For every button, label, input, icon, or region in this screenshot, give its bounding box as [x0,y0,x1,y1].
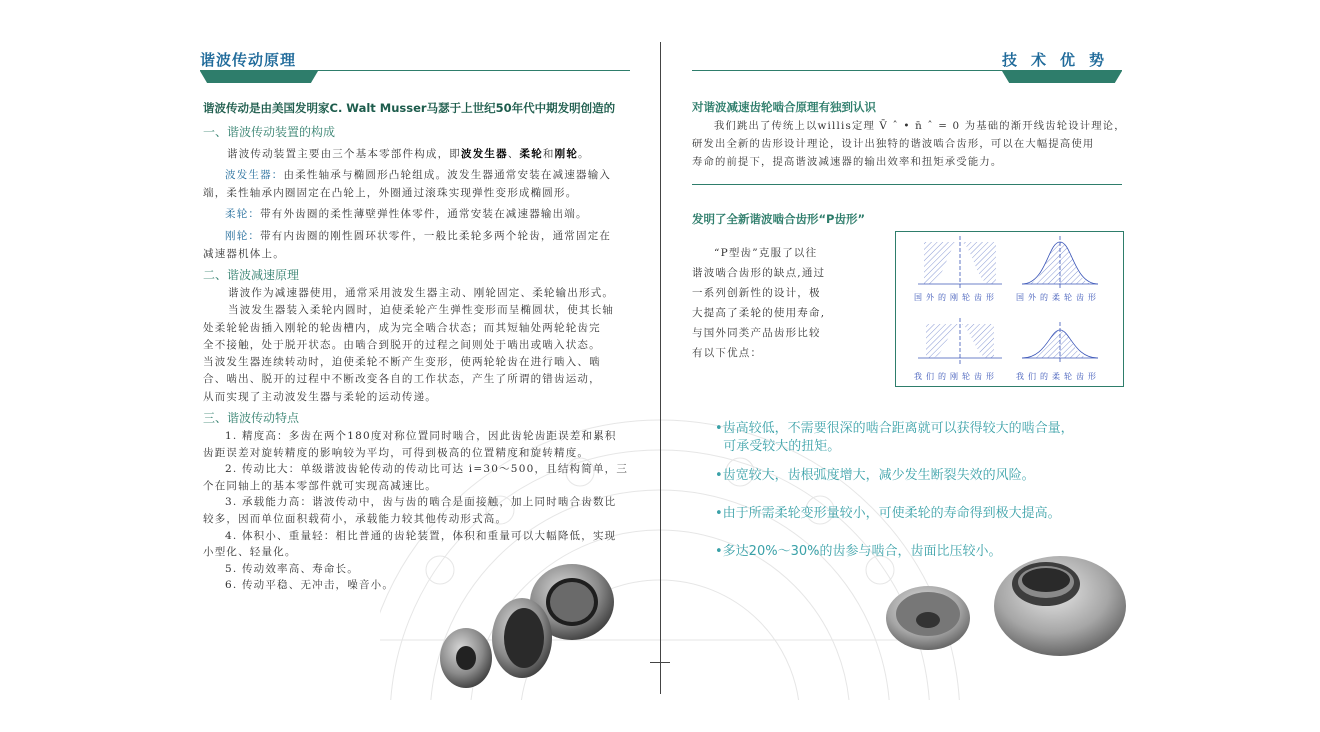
tooth-profile-diagram [895,231,1124,387]
s2-line: 当波发生器连续转动时，迫使柔轮不断产生变形，使两轮轮齿在进行啮入、啮 [203,356,601,369]
advantage-bullet: •齿高较低，不需要很深的啮合距离就可以获得较大的啮合量， [715,421,1074,436]
rigid-label: 刚轮： [225,230,261,242]
s2-line: 从而实现了主动波发生器与柔轮的运动传递。 [203,390,437,403]
s3-line: 1. 精度高：多齿在两个180度对称位置同时啮合，因此齿轮齿距误差和累积 [225,430,617,442]
center-divider [660,42,661,694]
wave-l2: 端，柔性轴承内圈固定在凸轮上，外圈通过滚珠实现弹性变形成椭圆形。 [203,187,578,199]
left-header-title: 谐波传动原理 [200,51,297,69]
our-rigid-profile [918,318,1002,364]
flex-text: 带有外齿圈的柔性薄壁弹性体零件，通常安装在减速器输出端。 [260,208,588,220]
s1-flex [225,205,588,223]
diagram-label: 国外的刚轮齿形 [914,293,998,302]
right-p2-line: 谐波啮合齿形的缺点,通过 [692,267,826,279]
s3-line: 齿距误差对旋转精度的影响较为平均，可得到极高的位置精度和旋转精度。 [203,446,590,459]
advantage-bullet: 可承受较大的扭矩。 [715,439,841,454]
rigid-l2: 减速器机体上。 [203,248,285,260]
s1-p1-sep1: 、 [507,148,520,160]
s1-p1-b3: 刚轮 [554,148,579,160]
s2-body [203,285,633,406]
s1-p1-end: 。 [578,148,590,160]
s3-line: 2. 传动比大：单级谐波齿轮传动的传动比可达 i=30～500，且结构简单，三 [225,463,629,476]
our-flex-profile [1022,322,1098,364]
tooth-profile-svg [896,232,1123,386]
right-p2-line: 与国外同类产品齿形比较 [692,327,821,339]
s3-line: 4. 体积小、重量轻：相比普通的齿轮装置，体积和重量可以大幅降低，实现 [225,529,617,542]
right-p1-line: 研发出全新的齿形设计理论，设计出独特的谐波啮合齿形，可以在大幅提高使用 [692,138,1095,150]
diagram-label: 国外的柔轮齿形 [1016,293,1100,302]
right-h1: 对谐波减速齿轮啮合原理有独到认识 [692,100,876,114]
right-p2-line: “P型齿”克服了以往 [714,247,818,259]
right-p2-line: 大提高了柔轮的使用寿命, [692,307,826,319]
foreign-flex-profile [1022,236,1098,290]
right-p2 [692,243,852,363]
right-p1 [692,117,1132,171]
s1-p1-pre: 谐波传动装置主要由三个基本零部件构成，即 [227,148,461,160]
s2-line: 当波发生器装入柔轮内圆时，迫使柔轮产生弹性变形而呈椭圆状，使其长轴 [228,304,615,317]
flexspline-product-image [880,548,1130,658]
s2-line: 合、啮出、脱开的过程中不断改变各自的工作状态，产生了所谓的错齿运动， [203,373,601,386]
wave-l1: 由柔性轴承与椭圆形凸轮组成。波发生器通常安装在减速器输入 [283,169,612,181]
right-p2-line: 一系列创新性的设计，极 [692,287,821,299]
left-intro: 谐波传动是由美国发明家C. Walt Musser马瑟于上世纪50年代中期发明创造的 [203,101,616,115]
fold-mark [650,662,670,663]
s3-line: 个在同轴上的基本零部件就可实现高减速比。 [203,479,437,492]
s1-rigid [203,227,633,263]
s2-line: 处柔轮轮齿插入刚轮的轮齿槽内，成为完全啮合状态；而其短轴处两轮轮齿完 [203,321,601,334]
s1-p1-b2: 柔轮 [519,148,543,160]
right-header-title: 技术优势 [1002,51,1119,69]
left-header-tab [200,71,318,83]
wave-label: 波发生器： [225,169,284,181]
s2-title: 二、谐波减速原理 [203,268,300,282]
advantage-bullet: •由于所需柔轮变形量较小，可使柔轮的寿命得到极大提高。 [715,506,1061,521]
s2-line: 全不接触，处于脱开状态。由啮合到脱开的过程之间则处于啮出或啮入状态。 [203,338,601,351]
s1-p1-sep2: 和 [542,148,555,160]
s1-title: 一、谐波传动装置的构成 [203,125,336,139]
s2-line: 谐波作为减速器使用，通常采用波发生器主动、刚轮固定、柔轮输出形式。 [228,287,615,299]
right-header-tab [1002,71,1122,83]
foreign-rigid-profile [918,236,1002,290]
s1-wave [203,166,633,202]
s3-line: 5. 传动效率高、寿命长。 [225,562,359,575]
diagram-label: 我们的刚轮齿形 [914,372,998,381]
advantage-bullet: •齿宽较大，齿根弧度增大，减少发生断裂失效的风险。 [715,468,1035,483]
flex-label: 柔轮： [225,208,261,220]
left-header-rule [200,70,630,71]
s3-line: 6. 传动平稳、无冲击，噪音小。 [225,579,395,592]
s3-line: 较多，因而单位面积载荷小，承载能力较其他传动形式高。 [203,512,508,525]
rigid-l1: 带有内齿圈的刚性圆环状零件，一般比柔轮多两个轮齿，通常固定在 [260,230,612,242]
s3-line: 小型化、轻量化。 [203,546,297,559]
right-p1-line: 寿命的前提下，提高谐波减速器的输出效率和扭矩承受能力。 [692,156,1003,168]
s3-line: 3. 承载能力高：谐波传动中，齿与齿的啮合是面接触，加上同时啮合齿数比 [225,496,617,509]
right-header-rule [692,70,1122,71]
harmonic-drive-parts-image [432,560,622,690]
s1-para1 [227,145,627,163]
right-p1-line: 我们跳出了传统上以willis定理 V̄ ˆ • n̄ ˆ = 0 为基础的渐开线齿轮设计理论， [714,120,1126,132]
right-p2-line: 有以下优点： [692,347,763,359]
right-h2: 发明了全新谐波啮合齿形“P齿形” [692,212,866,226]
right-divider [692,184,1122,185]
diagram-label: 我们的柔轮齿形 [1016,372,1100,381]
advantage-bullet: •多达20%～30%的齿参与啮合，齿面比压较小。 [715,544,1002,559]
s3-title: 三、谐波传动特点 [203,411,300,425]
s1-p1-b1: 波发生器 [461,148,508,160]
